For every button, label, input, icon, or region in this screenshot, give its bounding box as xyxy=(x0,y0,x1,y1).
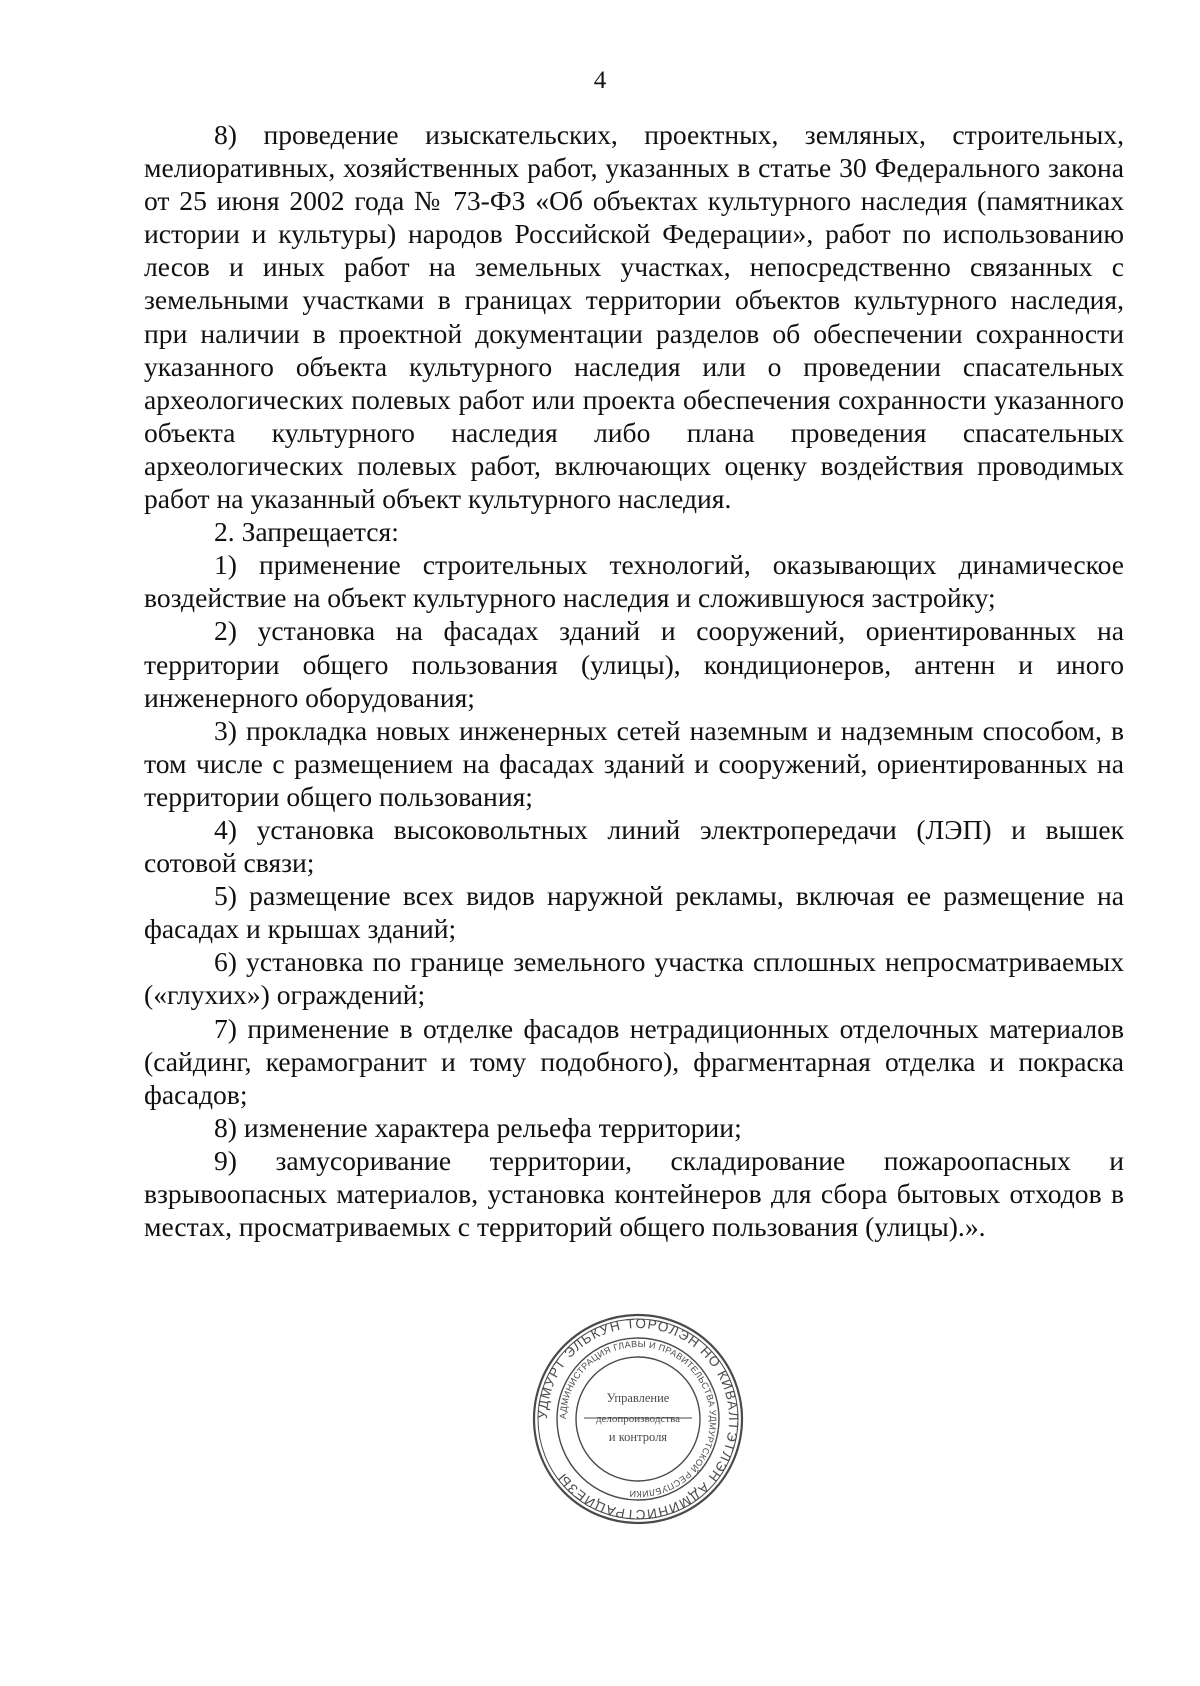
paragraph-item-8-works: 8) проведение изыскательских, проектных, земляных, строительных, мелиоративных, хозяйственных работ, указанных в статье 30 Федерального закона от 25 июня 2002 года № 73-ФЗ «Об объектах культурного наследия (памятниках истории и культуры) народов Российской Федерации», работ по использованию лесов и иных работ на земельных участках, непосредственно связанных с земельными участками в границах территории объектов культурного наследия, при наличии в проектной документации разделов об обеспечении сохранности указанного объекта культурного наследия или о проведении спасательных археологических полевых работ или проекта обеспечения сохранности указанного объекта культурного наследия либо плана проведения спасательных археологических полевых работ, включающих оценку воздействия проводимых работ на указанный объект культурного наследия. xyxy=(144,119,1124,515)
paragraph-prohibition-2: 2) установка на фасадах зданий и сооружений, ориентированных на территории общего пользования (улицы), кондиционеров, антенн и иного инженерного оборудования; xyxy=(144,615,1124,713)
stamp-center-line-1: Управление xyxy=(606,1391,670,1405)
paragraph-prohibition-7: 7) применение в отделке фасадов нетрадиционных отделочных материалов (сайдинг, керамогранит и тому подобного), фрагментарная отделка и покраска фасадов; xyxy=(144,1012,1124,1110)
paragraph-prohibition-9: 9) замусоривание территории, складирование пожароопасных и взрывоопасных материалов, установка контейнеров для сбора бытовых отходов в местах, просматриваемых с территорий общего пользования (улицы).». xyxy=(144,1144,1124,1243)
stamp-outer-ring-path: УДМУРТ ЭЛЬКУН ТОРОЛЭН НО КИВАЛТЭТЛЭН АДМИНИСТРАЦИЕЗЫ xyxy=(534,1315,742,1523)
stamp-seal-graphic xyxy=(528,1309,748,1529)
paragraph-prohibition-3: 3) прокладка новых инженерных сетей наземным и надземным способом, в том числе с размещением на фасадах зданий и сооружений, ориентированных на территории общего пользования; xyxy=(144,714,1124,812)
paragraph-prohibited-heading: 2. Запрещается: xyxy=(214,516,399,548)
document-body xyxy=(144,118,1124,1243)
paragraph-prohibition-6: 6) установка по границе земельного участка сплошных непросматриваемых («глухих») ограждений; xyxy=(144,946,1124,1011)
stamp-center-line-2: делопроизводства xyxy=(595,1413,681,1425)
paragraph-prohibition-8: 8) изменение характера рельефа территории; xyxy=(214,1111,742,1143)
stamp-center-line-3: и контроля xyxy=(608,1430,668,1444)
paragraph-prohibition-4: 4) установка высоковольтных линий электропередачи (ЛЭП) и вышек сотовой связи; xyxy=(144,813,1124,879)
paragraph-prohibition-5: 5) размещение всех видов наружной рекламы, включая ее размещение на фасадах и крышах зданий; xyxy=(144,880,1124,945)
paragraph-prohibition-1: 1) применение строительных технологий, оказывающих динамическое воздействие на объект культурного наследия и сложившуюся застройку; xyxy=(144,549,1124,614)
stamp-inner-ring-path: АДМИНИСТРАЦИЯ ГЛАВЫ И ПРАВИТЕЛЬСТВА УДМУРТСКОЙ РЕСПУБЛИКИ xyxy=(557,1338,719,1500)
page-number: 4 xyxy=(593,67,607,94)
official-stamp xyxy=(528,1309,748,1529)
